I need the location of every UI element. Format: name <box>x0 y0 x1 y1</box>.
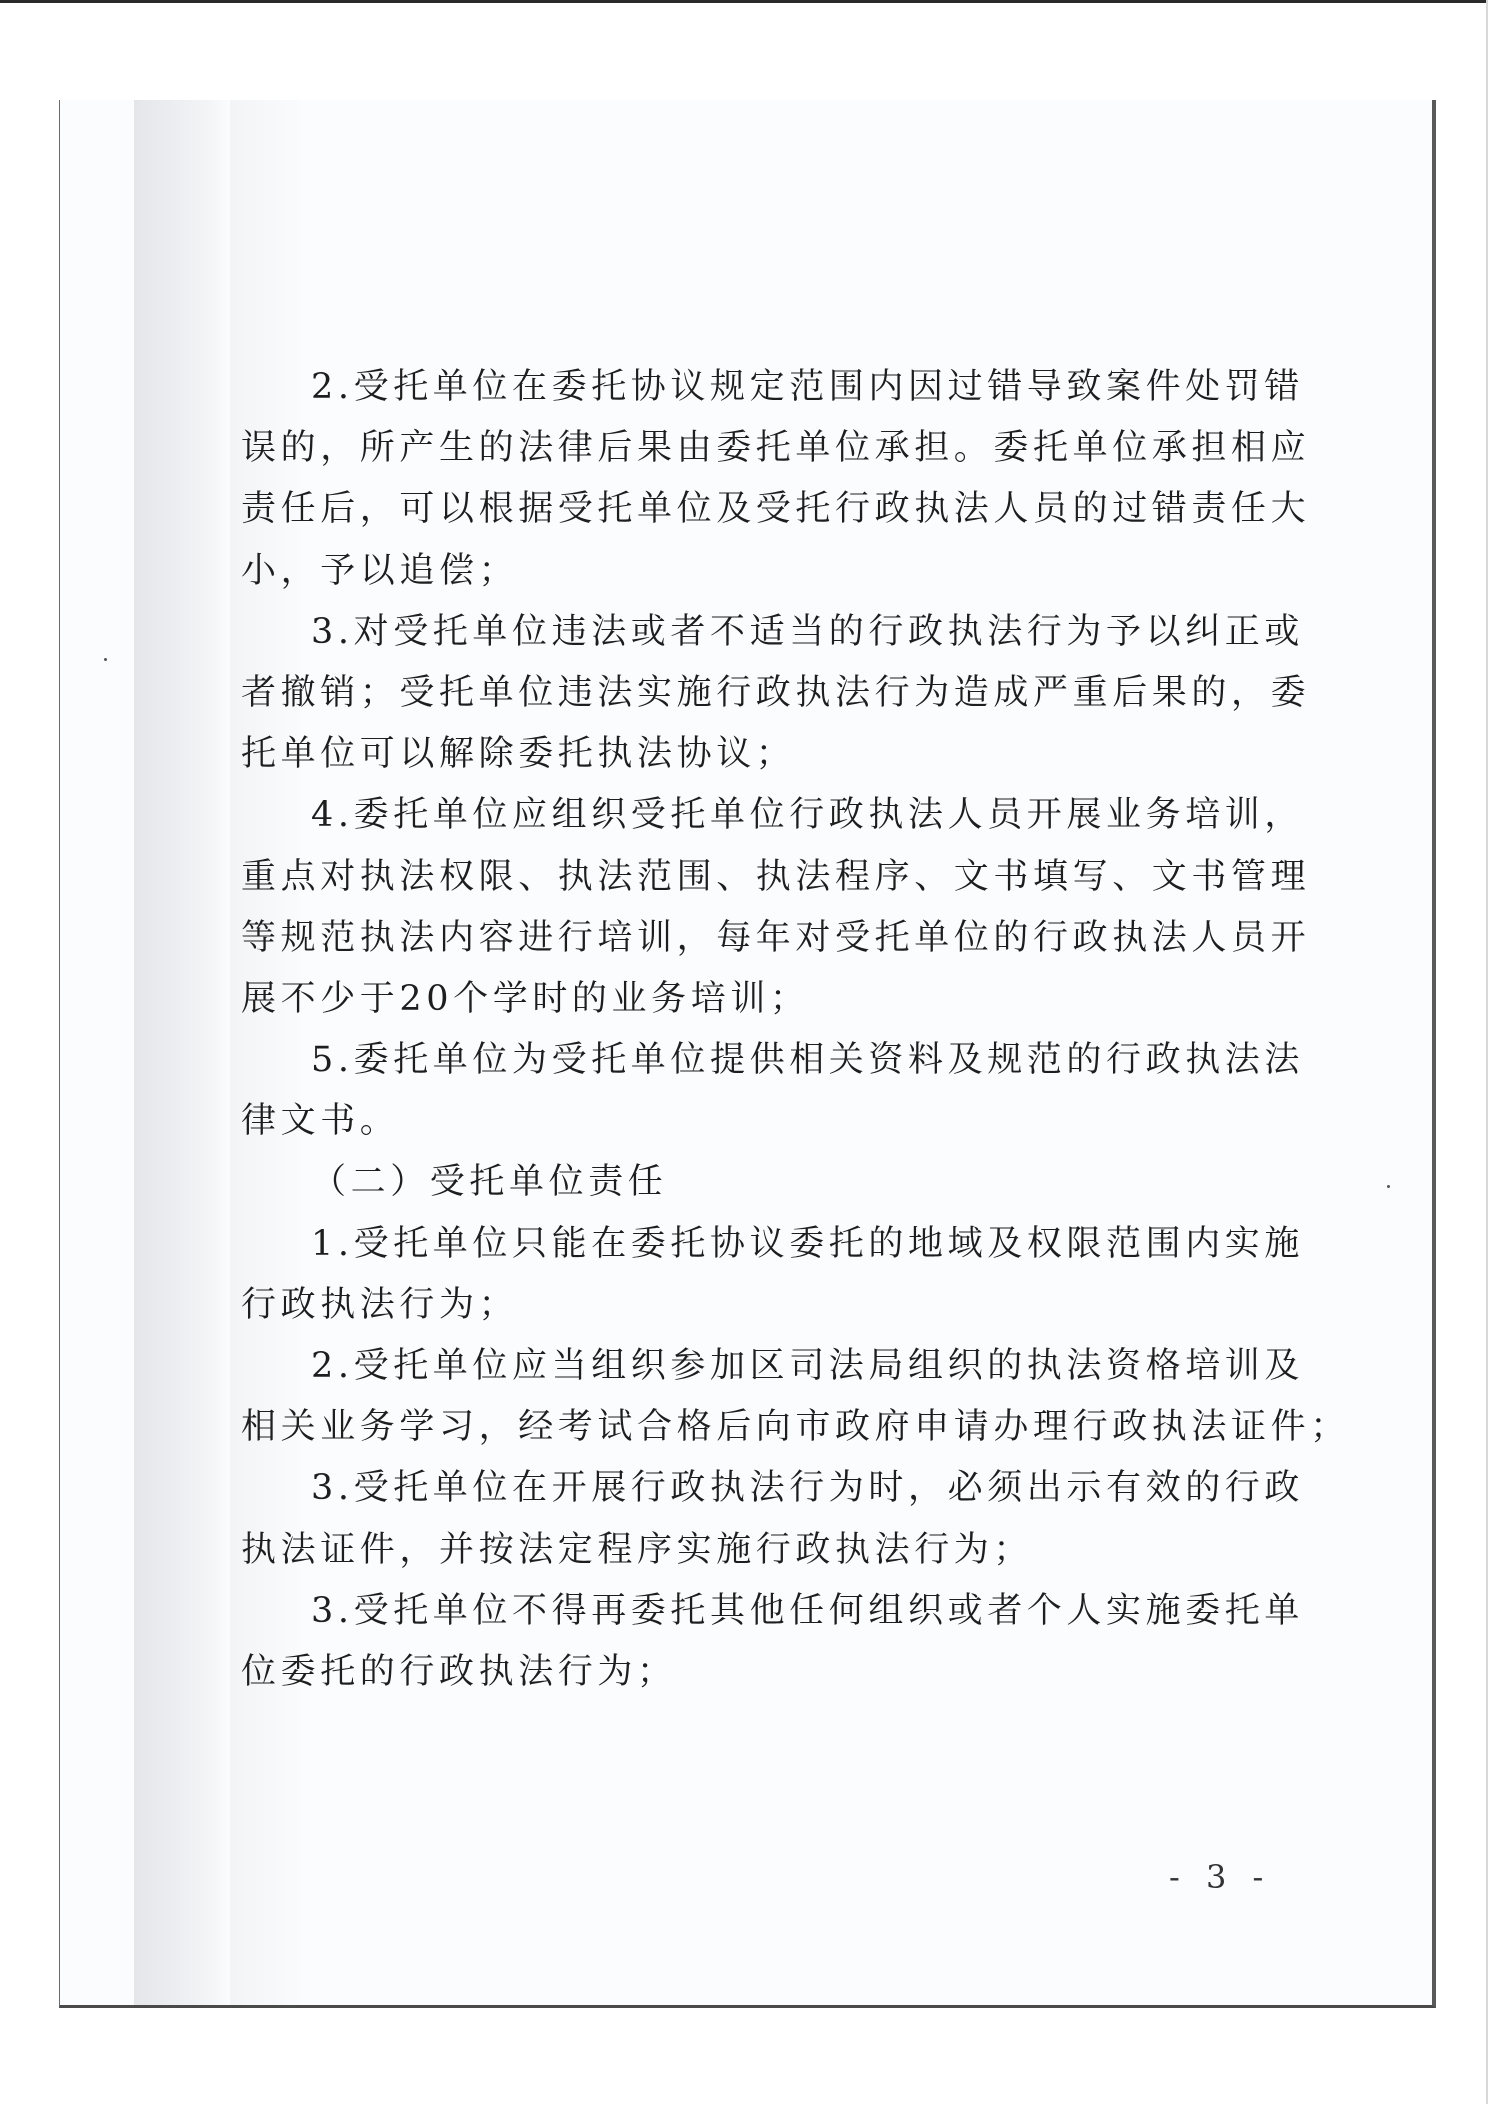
section-heading: （二）受托单位责任 <box>311 1162 668 1203</box>
text-line: 重点对执法权限、执法范围、执法程序、文书填写、文书管理 <box>241 856 1311 897</box>
text-line: 5.委托单位为受托单位提供相关资料及规范的行政执法法 <box>311 1040 1304 1081</box>
text-line: 展不少于20个学时的业务培训； <box>241 978 810 1019</box>
page-number: - 3 - <box>1169 1858 1272 1896</box>
scan-speck <box>104 658 107 661</box>
text-line: 行政执法行为； <box>241 1284 519 1325</box>
text-line: 相关业务学习，经考试合格后向市政府申请办理行政执法证件； <box>241 1407 1350 1448</box>
text-line: 托单位可以解除委托执法协议； <box>241 734 796 775</box>
text-line: 律文书。 <box>241 1101 400 1142</box>
text-line: 责任后，可以根据受托单位及受托行政执法人员的过错责任大 <box>241 489 1311 530</box>
text-line: 等规范执法内容进行培训，每年对受托单位的行政执法人员开 <box>241 917 1311 958</box>
text-line: 2.受托单位应当组织参加区司法局组织的执法资格培训及 <box>311 1346 1304 1386</box>
text-line: 者撤销；受托单位违法实施行政执法行为造成严重后果的，委 <box>241 672 1311 713</box>
text-line: 2.受托单位在委托协议规定范围内因过错导致案件处罚错 <box>311 367 1304 407</box>
text-line: 误的，所产生的法律后果由委托单位承担。委托单位承担相应 <box>241 428 1311 469</box>
scan-speck <box>1387 1185 1390 1188</box>
text-line: 3.受托单位在开展行政执法行为时，必须出示有效的行政 <box>311 1468 1304 1509</box>
text-line: 执法证件，并按法定程序实施行政执法行为； <box>241 1529 1034 1570</box>
text-line: 位委托的行政执法行为； <box>241 1651 677 1692</box>
text-line: 3.受托单位不得再委托其他任何组织或者个人实施委托单 <box>311 1590 1304 1631</box>
scan-top-edge <box>0 0 1488 3</box>
scan-speck <box>818 2007 821 2008</box>
text-line: 1.受托单位只能在委托协议委托的地域及权限范围内实施 <box>311 1223 1304 1264</box>
document-body <box>241 357 1350 1703</box>
scanned-page <box>59 100 1436 2008</box>
text-line: 3.对受托单位违法或者不适当的行政执法行为予以纠正或 <box>311 611 1304 652</box>
binding-shadow <box>134 100 230 2005</box>
text-line: 小，予以追偿； <box>241 550 519 591</box>
text-line: 4.委托单位应组织受托单位行政执法人员开展业务培训， <box>311 795 1304 836</box>
